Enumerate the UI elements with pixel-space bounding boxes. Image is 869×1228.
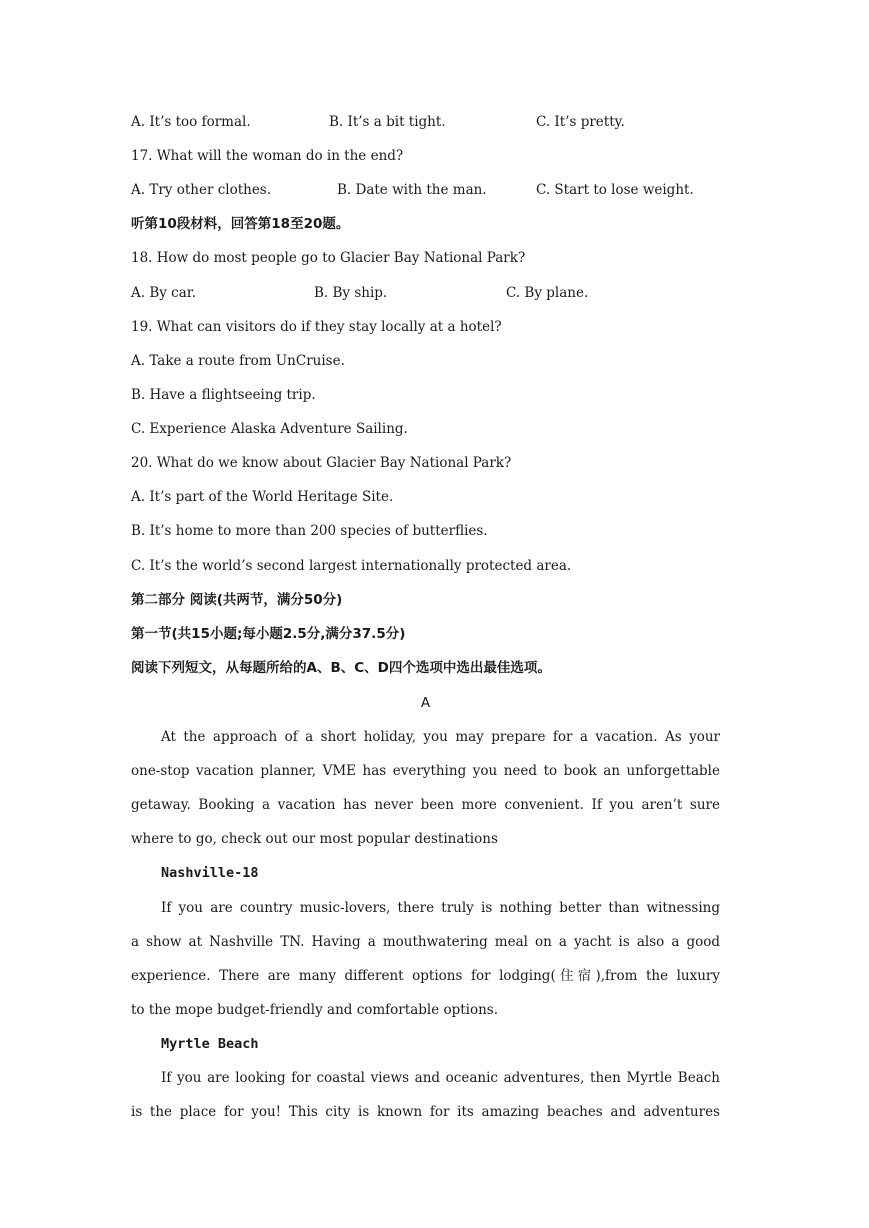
q18-option-c: C. By plane.	[506, 285, 589, 301]
q17-question: 17. What will the woman do in the end?	[131, 148, 404, 164]
reading-instruction: 阅读下列短文，从每题所给的A、B、C、D四个选项中选出最佳选项。	[131, 660, 551, 676]
q20-option-c: C. It’s the world’s second largest internationally protected area.	[131, 558, 572, 574]
q16-option-c: C. It’s pretty.	[536, 114, 625, 130]
myrtle-heading: Myrtle Beach	[161, 1036, 259, 1052]
nashville-line-2: a show at Nashville TN. Having a mouthwatering meal on a yacht is also a good	[131, 934, 720, 950]
nashville-line-1: If you are country music-lovers, there truly is nothing better than witnessing	[161, 900, 720, 916]
q18-options	[131, 283, 720, 303]
nashville-line-3: experience. There are many different options for lodging(住宿),from the luxury	[131, 968, 720, 984]
part-2-heading: 第二部分 阅读(共两节，满分50分)	[131, 592, 343, 608]
q19-option-c: C. Experience Alaska Adventure Sailing.	[131, 421, 408, 437]
intro-line-2: one-stop vacation planner, VME has everything you need to book an unforgettable	[131, 763, 720, 779]
q18-question: 18. How do most people go to Glacier Bay National Park?	[131, 250, 526, 266]
q17-option-a: A. Try other clothes.	[131, 182, 272, 198]
q16-options	[131, 112, 720, 132]
nashville-line-4: to the mope budget-friendly and comfortable options.	[131, 1002, 499, 1018]
q20-option-a: A. It’s part of the World Heritage Site.	[131, 489, 394, 505]
myrtle-line-1: If you are looking for coastal views and oceanic adventures, then Myrtle Beach	[161, 1070, 720, 1086]
q17-option-b: B. Date with the man.	[337, 182, 487, 198]
nashville-heading: Nashville-18	[161, 865, 259, 881]
myrtle-line-2: is the place for you! This city is known for its amazing beaches and adventures	[131, 1104, 720, 1120]
intro-line-3: getaway. Booking a vacation has never been more convenient. If you aren’t sure	[131, 797, 720, 813]
intro-line-4: where to go, check out our most popular destinations	[131, 831, 498, 847]
q18-option-b: B. By ship.	[314, 285, 388, 301]
q18-option-a: A. By car.	[131, 285, 197, 301]
q20-option-b: B. It’s home to more than 200 species of butterflies.	[131, 523, 488, 539]
section-10-heading: 听第10段材料，回答第18至20题。	[131, 216, 350, 232]
q20-question: 20. What do we know about Glacier Bay National Park?	[131, 455, 512, 471]
q16-option-a: A. It’s too formal.	[131, 114, 251, 130]
intro-line-1: At the approach of a short holiday, you may prepare for a vacation. As your	[161, 729, 720, 745]
passage-letter: A	[420, 695, 431, 711]
q17-option-c: C. Start to lose weight.	[536, 182, 694, 198]
q19-question: 19. What can visitors do if they stay locally at a hotel?	[131, 319, 502, 335]
q17-options	[131, 180, 720, 200]
section-1-heading: 第一节(共15小题;每小题2.5分,满分37.5分)	[131, 626, 406, 642]
q16-option-b: B. It’s a bit tight.	[329, 114, 446, 130]
q19-option-a: A. Take a route from UnCruise.	[131, 353, 345, 369]
q19-option-b: B. Have a flightseeing trip.	[131, 387, 316, 403]
